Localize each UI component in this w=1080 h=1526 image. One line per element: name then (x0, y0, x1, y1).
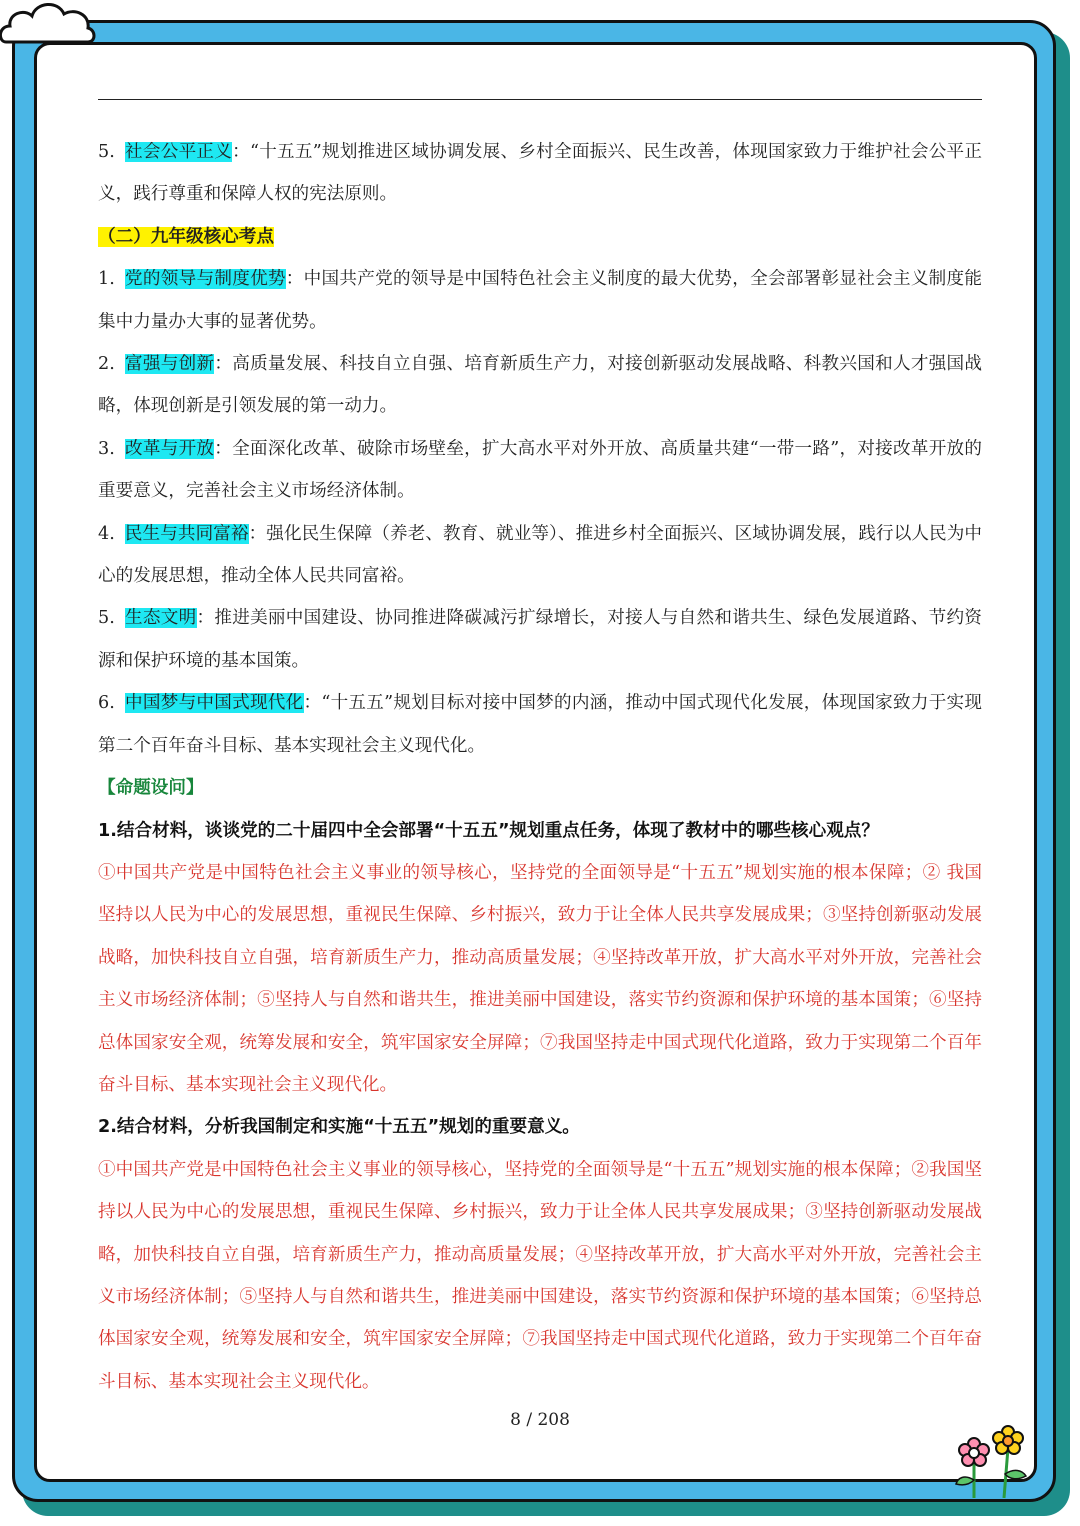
cloud-decoration-icon (0, 0, 96, 48)
item-text: ：中国共产党的领导是中国特色社会主义制度的最大优势，全会部署彰显社会主义制度能集中力量办大事的显著优势。 (98, 269, 982, 332)
item-number: 5. (98, 142, 115, 162)
highlighted-term: 党的领导与制度优势 (124, 269, 286, 290)
item-text: ：“十五五”规划目标对接中国梦的内涵，推动中国式现代化发展，体现国家致力于实现第二个百年奋斗目标、基本实现社会主义现代化。 (98, 693, 982, 756)
question-section-heading: 【命题设问】 (98, 778, 204, 799)
grade9-item (98, 597, 982, 682)
highlighted-term: 民生与共同富裕 (124, 523, 249, 544)
item-number: 1. (98, 269, 115, 290)
question-text: 2.结合材料，分析我国制定和实施“十五五”规划的重要意义。 (98, 1117, 580, 1138)
item-number: 6. (98, 693, 115, 714)
item-text: ：强化民生保障（养老、教育、就业等）、推进乡村全面振兴、区域协调发展，践行以人民为中心的发展思想，推动全体人民共同富裕。 (98, 523, 982, 587)
item-number: 3. (98, 438, 115, 459)
header-rule (98, 99, 982, 100)
item-text: ：全面深化改革、破除市场壁垒，扩大高水平对外开放、高质量共建“一带一路”，对接改革开放的重要意义，完善社会主义市场经济体制。 (98, 438, 982, 502)
highlighted-term: 社会公平正义 (124, 142, 233, 162)
item-number: 2. (98, 354, 115, 375)
grade9-item (98, 258, 982, 343)
grade9-item (98, 428, 982, 513)
answer-text: ①中国共产党是中国特色社会主义事业的领导核心，坚持党的全面领导是“十五五”规划实施的根本保障；② 我国坚持以人民为中心的发展思想，重视民生保障、乡村振兴，致力于让全体人民共享发展成果；③坚持创新驱动发展战略，加快科技自立自强，培育新质生产力，推动高质量发展；④坚持改革开放，扩大高水平对外开放，完善社会主义市场经济体制；⑤坚持人与自然和谐共生，推进美丽中国建设，落实节约资源和保护环境的基本国策；⑥坚持总体国家安全观，统筹发展和安全，筑牢国家安全屏障；⑦我国坚持走中国式现代化道路，致力于实现第二个百年奋斗目标、基本实现社会主义现代化。 (98, 862, 982, 1095)
grade9-item (98, 343, 982, 428)
grade9-heading-line (98, 216, 982, 258)
item-text: ：推进美丽中国建设、协同推进降碳减污扩绿增长，对接人与自然和谐共生、绿色发展道路、节约资源和保护环境的基本国策。 (98, 608, 982, 671)
grade9-item (98, 682, 982, 767)
question-text: 1.结合材料，谈谈党的二十届四中全会部署“十五五”规划重点任务，体现了教材中的哪些核心观点？ (98, 820, 879, 841)
item-number: 5. (98, 608, 115, 629)
highlighted-term: 生态文明 (124, 608, 197, 629)
document-content (98, 131, 982, 1403)
answer-text: ①中国共产党是中国特色社会主义事业的领导核心，坚持党的全面领导是“十五五”规划实施的根本保障；②我国坚持以人民为中心的发展思想，重视民生保障、乡村振兴，致力于让全体人民共享发展成果；③坚持创新驱动发展战略，加快科技自立自强，培育新质生产力，推动高质量发展；④坚持改革开放，扩大高水平对外开放，完善社会主义市场经济体制；⑤坚持人与自然和谐共生，推进美丽中国建设，落实节约资源和保护环境的基本国策；⑥坚持总体国家安全观，统筹发展和安全，筑牢国家安全屏障；⑦我国坚持走中国式现代化道路，致力于实现第二个百年奋斗目标、基本实现社会主义现代化。 (98, 1159, 982, 1392)
highlighted-term: 富强与创新 (124, 354, 215, 375)
item-number: 4. (98, 523, 115, 544)
flowers-decoration-icon (948, 1424, 1038, 1502)
item-text: ：“十五五”规划推进区域协调发展、乡村全面振兴、民生改善，体现国家致力于维护社会公平正义，践行尊重和保障人权的宪法原则。 (98, 142, 982, 205)
highlighted-term: 中国梦与中国式现代化 (124, 693, 304, 714)
highlighted-term: 改革与开放 (124, 438, 215, 459)
page-number: 8 / 208 (510, 1410, 570, 1430)
section-five-paragraph (98, 131, 982, 216)
section-heading: （二）九年级核心考点 (98, 226, 274, 247)
grade9-item (98, 513, 982, 598)
item-text: ：高质量发展、科技自立自强、培育新质生产力，对接创新驱动发展战略、科教兴国和人才强国战略，体现创新是引领发展的第一动力。 (98, 354, 982, 417)
